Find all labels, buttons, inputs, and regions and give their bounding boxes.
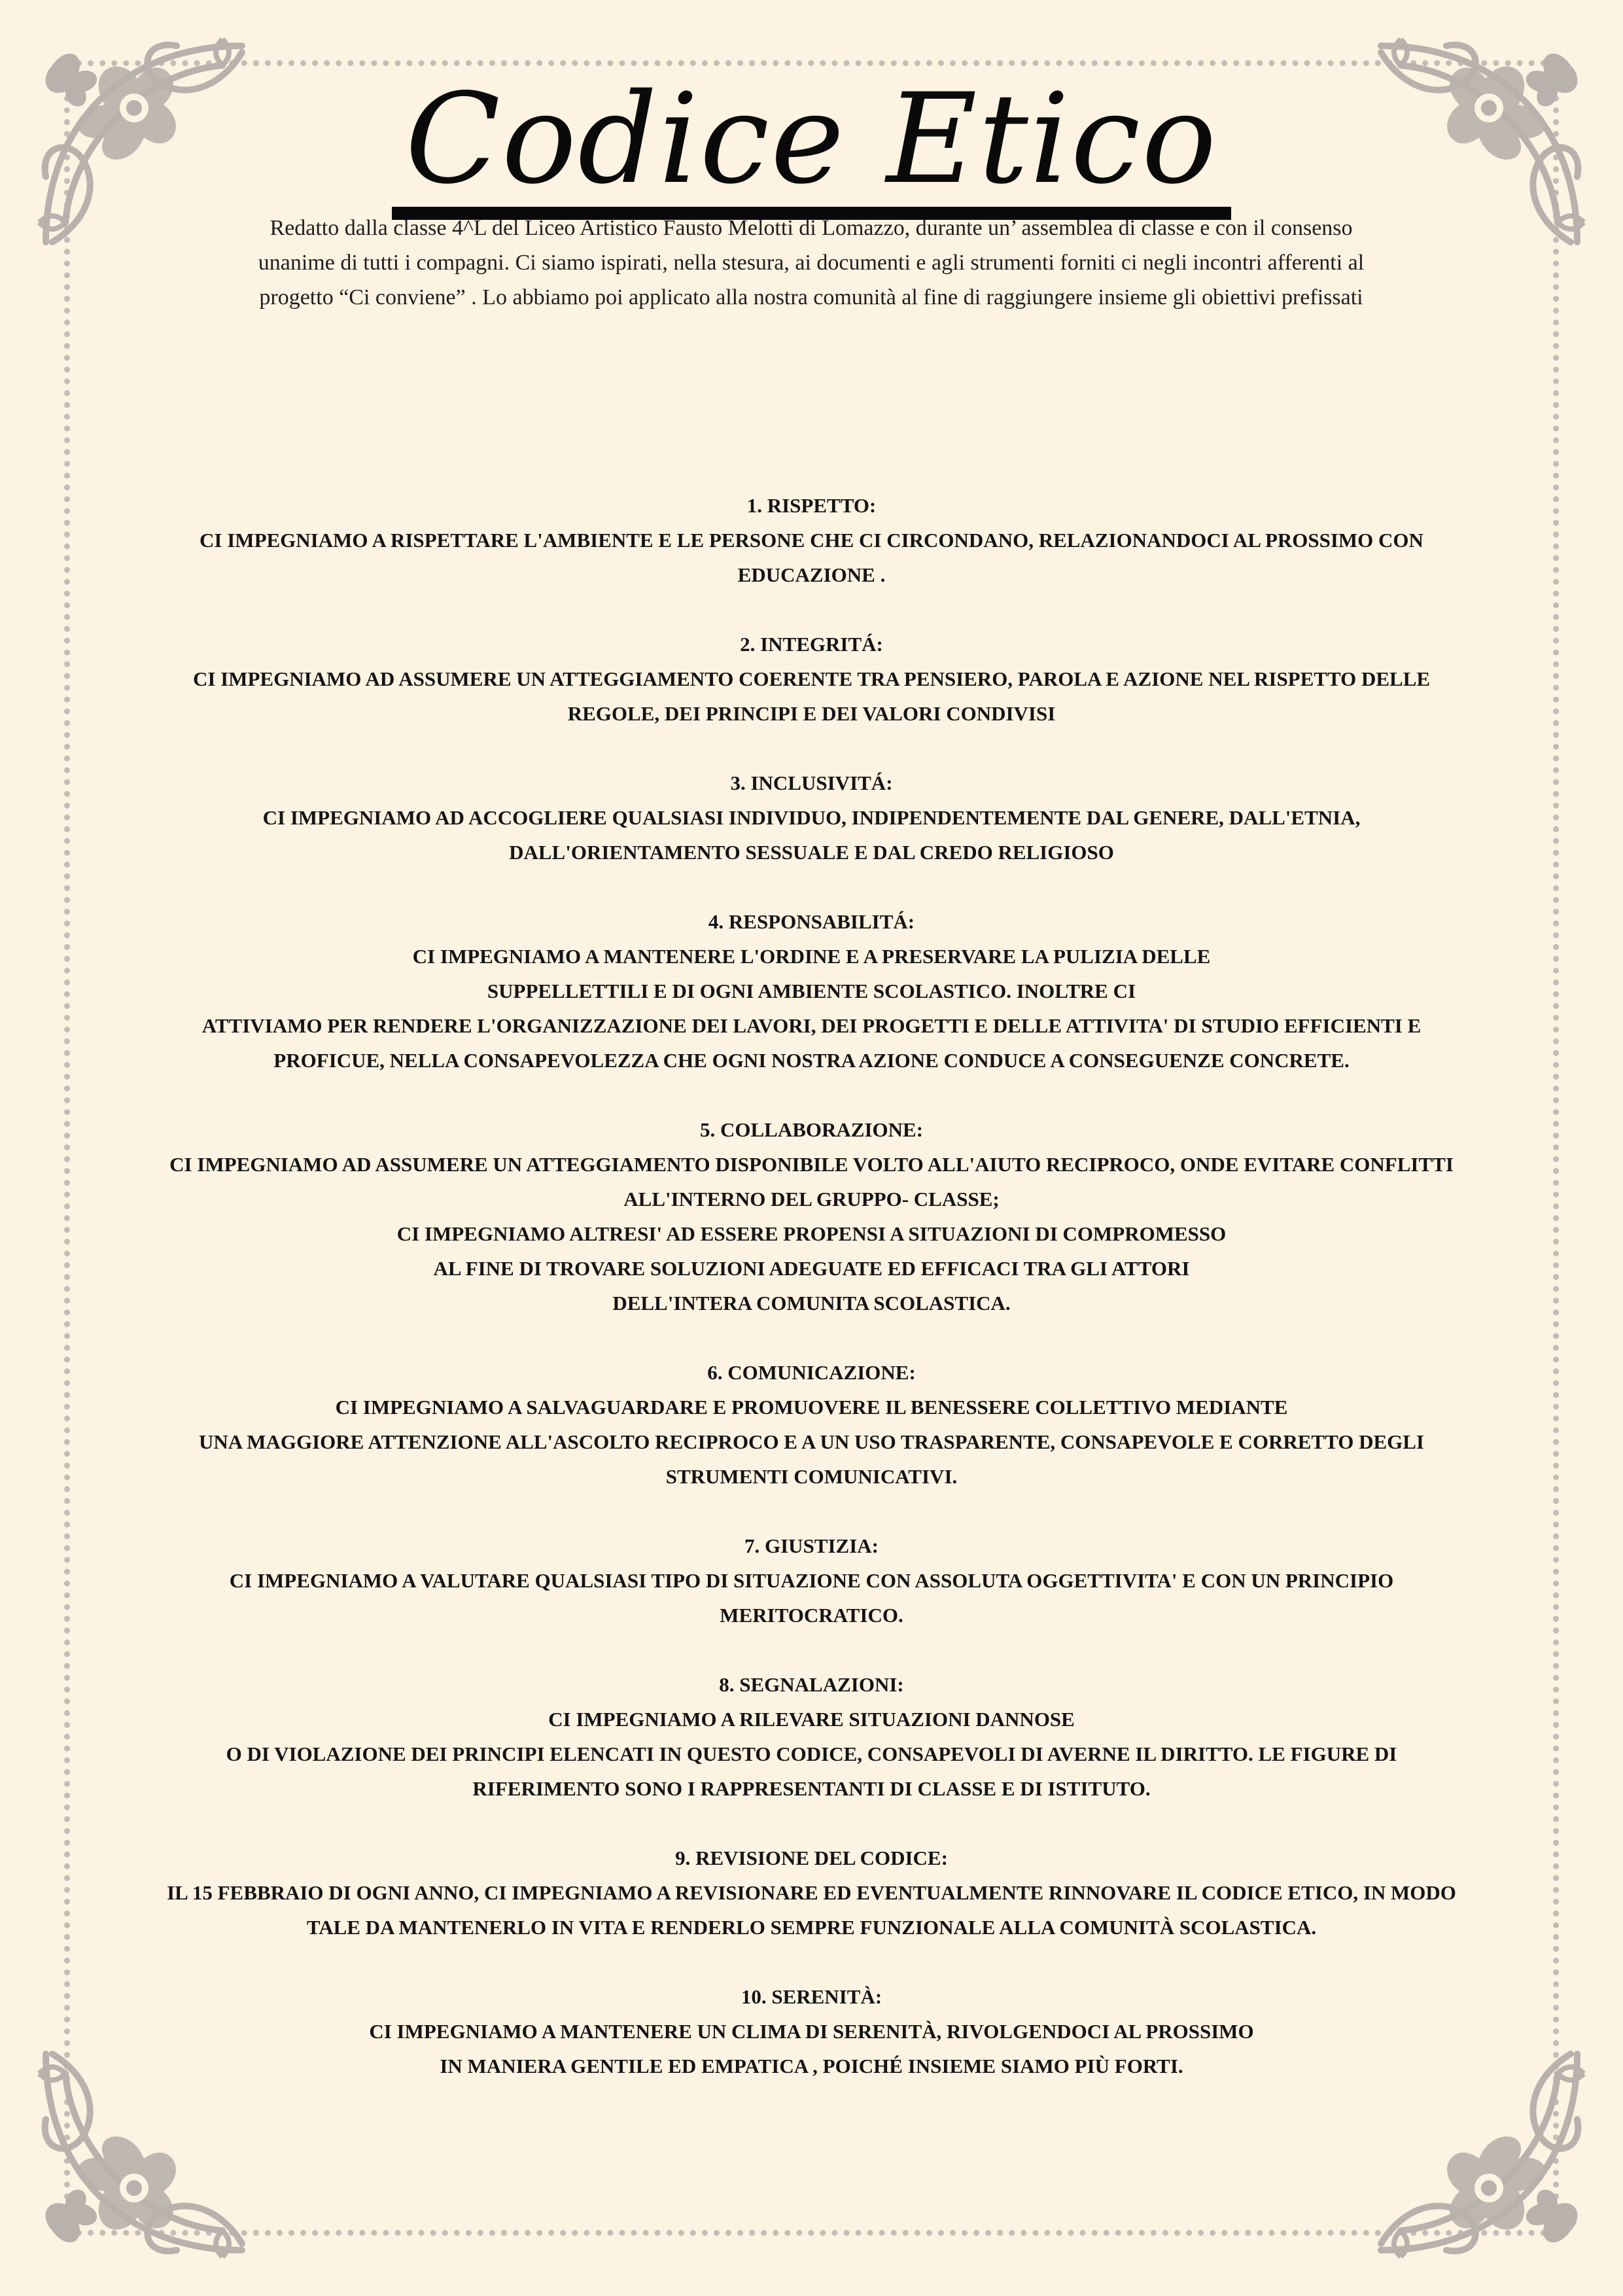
- section-heading: 7. GIUSTIZIA:: [744, 1534, 879, 1557]
- page-title: Codice Etico: [392, 77, 1230, 220]
- section-heading: 8. SEGNALAZIONI:: [719, 1673, 904, 1696]
- section-text: IL 15 FEBBRAIO DI OGNI ANNO, CI IMPEGNIAMO A REVISIONARE ED EVENTUALMENTE RINNOVARE IL CODICE ETICO, IN MODO TALE DA MANTENERLO IN VITA E RENDERLO SEMPRE FUNZIONALE ALLA COMUNITÀ SCOLASTICA.: [167, 1881, 1456, 1939]
- section-text: CI IMPEGNIAMO AD ASSUMERE UN ATTEGGIAMENTO COERENTE TRA PENSIERO, PAROLA E AZIONE NEL RISPETTO DELLE REGOLE, DEI PRINCIPI E DEI VALORI CONDIVISI: [192, 667, 1431, 725]
- section-heading: 5. COLLABORAZIONE:: [699, 1118, 924, 1141]
- title-container: [0, 67, 1623, 220]
- section-text: CI IMPEGNIAMO A RISPETTARE L'AMBIENTE E LE PERSONE CHE CI CIRCONDANO, RELAZIONANDOCI AL PROSSIMO CON EDUCAZIONE .: [200, 529, 1423, 586]
- section-text: CI IMPEGNIAMO AD ACCOGLIERE QUALSIASI INDIVIDUO, INDIPENDENTEMENTE DAL GENERE, DALL'ETNIA, DALL'ORIENTAMENTO SESSUALE E DAL CREDO RELIGIOSO: [262, 806, 1361, 864]
- section-text: CI IMPEGNIAMO A MANTENERE UN CLIMA DI SERENITÀ, RIVOLGENDOCI AL PROSSIMO IN MANIERA GENTILE ED EMPATICA , POICHÉ INSIEME SIAMO PIÙ FORTI.: [369, 2020, 1254, 2077]
- section-heading: 9. REVISIONE DEL CODICE:: [675, 1846, 948, 1869]
- section-segnalazioni: [85, 1667, 1538, 1806]
- code-sections: [85, 488, 1538, 2118]
- section-heading: 6. COMUNICAZIONE:: [707, 1361, 916, 1384]
- section-heading: 3. INCLUSIVITÁ:: [730, 771, 893, 794]
- section-text: CI IMPEGNIAMO A MANTENERE L'ORDINE E A PRESERVARE LA PULIZIA DELLE SUPPELLETTILI E DI OGNI AMBIENTE SCOLASTICO. INOLTRE CI ATTIVIAMO PER RENDERE L'ORGANIZZAZIONE DEI LAVORI, DEI PROGETTI E DELLE ATTIVITA' DI STUDIO EFFICIENTI E PROFICUE, NELLA CONSAPEVOLEZZA CHE OGNI NOSTRA AZIONE CONDUCE A CONSEGUENZE CONCRETE.: [201, 945, 1422, 1072]
- intro-paragraph: Redatto dalla classe 4^L del Liceo Artistico Fausto Melotti di Lomazzo, durante un’ assemblea di classe e con il consenso unanime di tutti i compagni. Ci siamo ispirati, nella stesura, ai documenti e agli strumenti forniti ci negli incontri afferenti al progetto “Ci conviene” . Lo abbiamo poi applicato alla nostra comunità al fine di raggiungere insieme gli obiettivi prefissati: [258, 216, 1365, 309]
- section-heading: 2. INTEGRITÁ:: [740, 633, 883, 656]
- section-heading: 4. RESPONSABILITÁ:: [708, 910, 915, 933]
- section-integrita: [85, 627, 1538, 731]
- section-giustizia: [85, 1528, 1538, 1633]
- section-collaborazione: [85, 1112, 1538, 1320]
- section-rispetto: [85, 488, 1538, 592]
- section-heading: 10. SERENITÀ:: [741, 1985, 882, 2008]
- section-heading: 1. RISPETTO:: [746, 494, 877, 517]
- section-text: CI IMPEGNIAMO AD ASSUMERE UN ATTEGGIAMENTO DISPONIBILE VOLTO ALL'AIUTO RECIPROCO, ONDE EVITARE CONFLITTI ALL'INTERNO DEL GRUPPO- CLASSE; CI IMPEGNIAMO ALTRESI' AD ESSERE PROPENSI A SITUAZIONI DI COMPROMESSO AL FINE DI TROVARE SOLUZIONI ADEGUATE ED EFFICACI TRA GLI ATTORI DELL'INTERA COMUNITA SCOLASTICA.: [169, 1153, 1454, 1315]
- section-text: CI IMPEGNIAMO A SALVAGUARDARE E PROMUOVERE IL BENESSERE COLLETTIVO MEDIANTE UNA MAGGIORE ATTENZIONE ALL'ASCOLTO RECIPROCO E A UN USO TRASPARENTE, CONSAPEVOLE E CORRETTO DEGLI STRUMENTI COMUNICATIVI.: [199, 1396, 1424, 1488]
- section-text: CI IMPEGNIAMO A VALUTARE QUALSIASI TIPO DI SITUAZIONE CON ASSOLUTA OGGETTIVITA' E CON UN PRINCIPIO MERITOCRATICO.: [229, 1569, 1394, 1627]
- section-inclusivita: [85, 766, 1538, 870]
- section-serenita: [85, 1979, 1538, 2083]
- section-revisione: [85, 1841, 1538, 1945]
- section-responsabilita: [85, 904, 1538, 1078]
- section-comunicazione: [85, 1355, 1538, 1494]
- section-text: CI IMPEGNIAMO A RILEVARE SITUAZIONI DANNOSE O DI VIOLAZIONE DEI PRINCIPI ELENCATI IN QUESTO CODICE, CONSAPEVOLI DI AVERNE IL DIRITTO. LE FIGURE DI RIFERIMENTO SONO I RAPPRESENTANTI DI CLASSE E DI ISTITUTO.: [226, 1708, 1397, 1800]
